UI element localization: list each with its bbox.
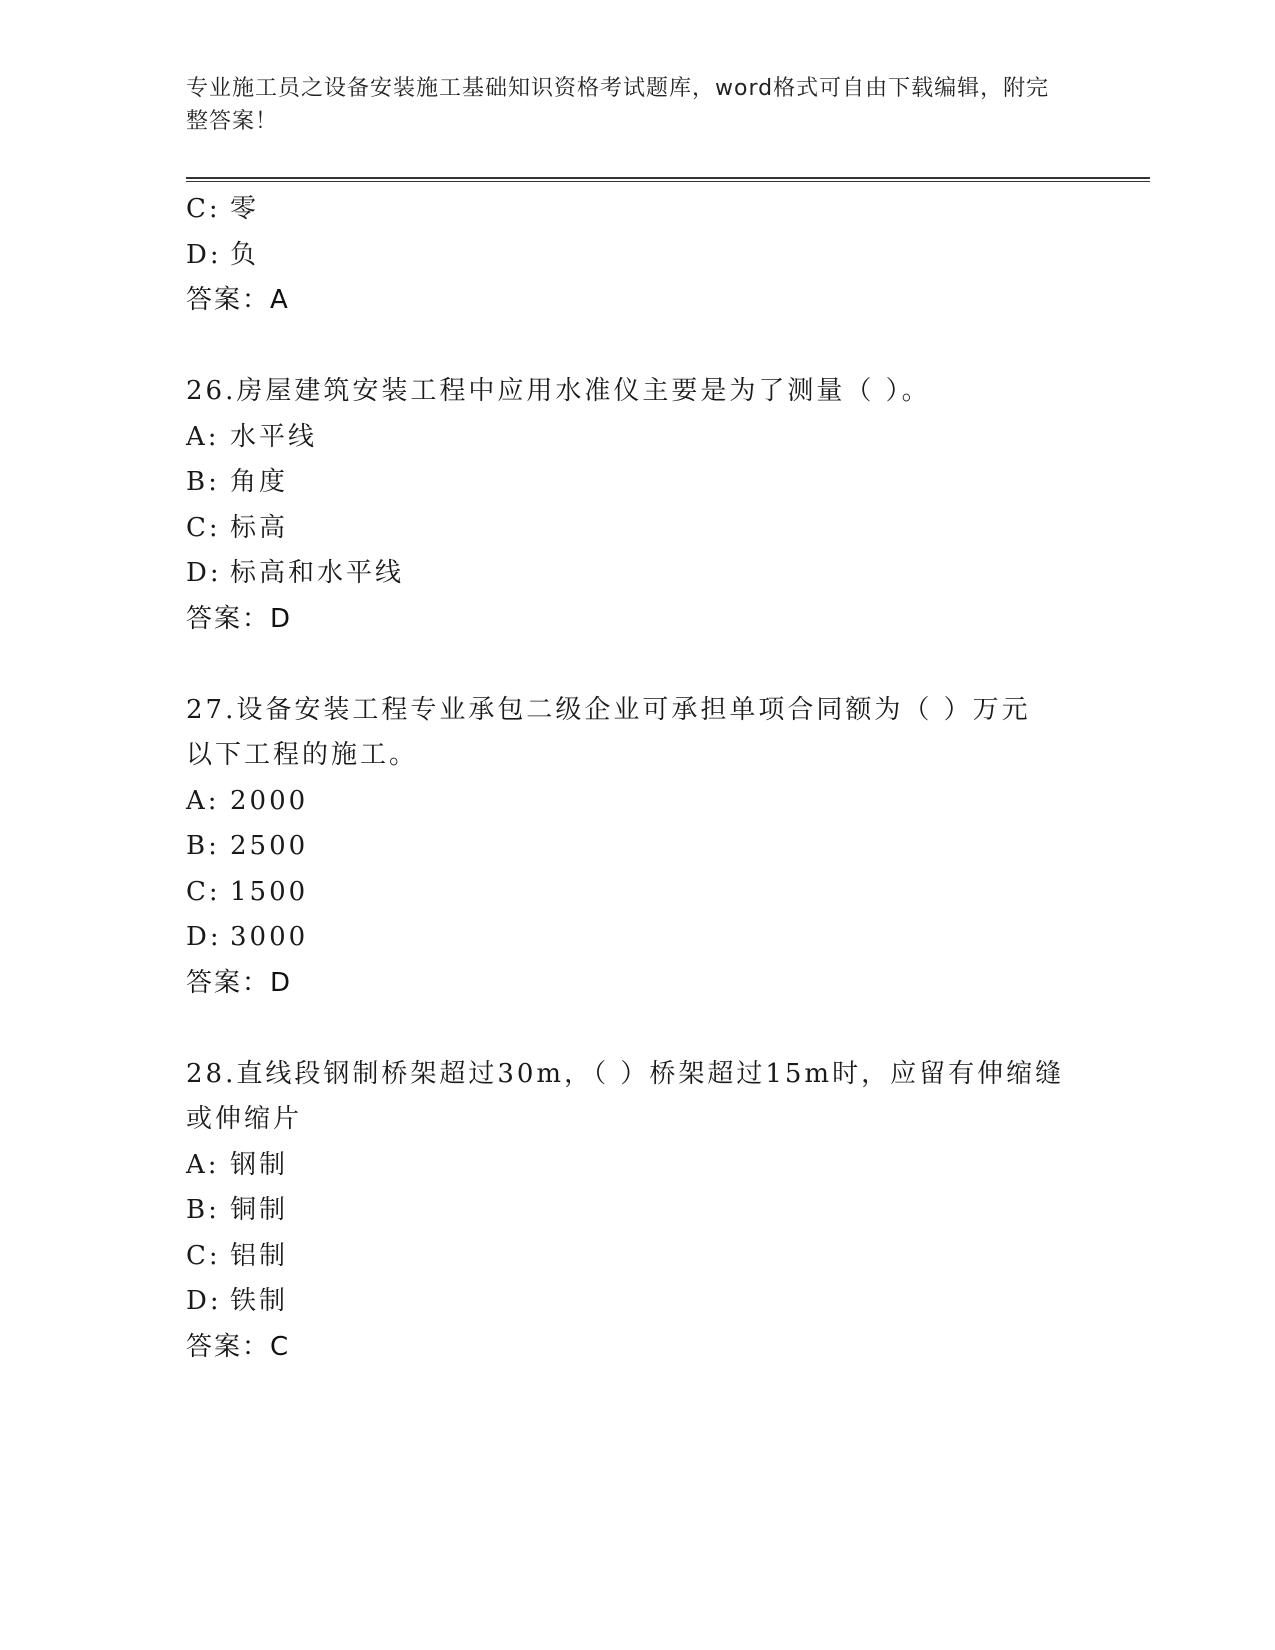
answer-line: 答案：C bbox=[186, 1331, 291, 1362]
option-letter: A: bbox=[186, 421, 220, 452]
spacer bbox=[186, 642, 1086, 688]
option-text: 1500 bbox=[230, 876, 309, 907]
option-letter: C: bbox=[186, 876, 221, 907]
option-letter: B: bbox=[186, 831, 220, 861]
option-text: 铜制 bbox=[230, 1195, 289, 1225]
option-a bbox=[186, 415, 1086, 461]
question-stem: 26.房屋建筑安装工程中应用水准仪主要是为了测量（ ）。 bbox=[186, 376, 931, 406]
option-text: 铝制 bbox=[230, 1240, 289, 1271]
question-stem: 27.设备安装工程专业承包二级企业可承担单项合同额为（ ）万元以下工程的施工。 bbox=[186, 694, 1031, 770]
option-d bbox=[186, 1279, 1086, 1325]
option-b bbox=[186, 824, 1086, 870]
option-text: 标高 bbox=[230, 512, 289, 543]
option-letter: D: bbox=[186, 922, 222, 952]
option-c bbox=[186, 1234, 1086, 1280]
option-c bbox=[186, 506, 1086, 552]
spacer bbox=[186, 324, 1086, 370]
option-text: 3000 bbox=[230, 922, 309, 952]
option-letter: A: bbox=[186, 785, 220, 816]
option-text: 2500 bbox=[230, 831, 309, 861]
option-d bbox=[186, 551, 1086, 597]
option-b bbox=[186, 1188, 1086, 1234]
prev-question-block bbox=[186, 187, 1086, 324]
option-letter: B: bbox=[186, 467, 220, 497]
option-letter: C: bbox=[186, 194, 221, 224]
option-letter: D: bbox=[186, 1286, 222, 1316]
option-a bbox=[186, 779, 1086, 825]
question-list bbox=[186, 187, 1086, 1370]
option-letter: B: bbox=[186, 1195, 220, 1225]
option-letter: C: bbox=[186, 1240, 221, 1271]
option-letter: D: bbox=[186, 558, 222, 588]
option-letter: A: bbox=[186, 1149, 220, 1180]
option-text: 负 bbox=[230, 239, 260, 270]
question-26 bbox=[186, 369, 1086, 642]
answer-line: 答案：A bbox=[186, 285, 290, 315]
question-stem: 28.直线段钢制桥架超过30m，（ ）桥架超过15m时，应留有伸缩缝或伸缩片 bbox=[186, 1058, 1065, 1134]
option-a bbox=[186, 1143, 1086, 1189]
question-28 bbox=[186, 1052, 1086, 1371]
option-text: 铁制 bbox=[230, 1286, 289, 1316]
option-text: 水平线 bbox=[230, 421, 318, 452]
option-text: 标高和水平线 bbox=[230, 558, 405, 588]
header-divider-thin bbox=[186, 181, 1150, 182]
question-27 bbox=[186, 688, 1086, 1007]
option-b bbox=[186, 460, 1086, 506]
spacer bbox=[186, 1006, 1086, 1052]
option-c bbox=[186, 187, 1086, 233]
option-d bbox=[186, 915, 1086, 961]
option-c bbox=[186, 870, 1086, 916]
header-divider bbox=[186, 177, 1150, 179]
answer-line: 答案：D bbox=[186, 967, 293, 998]
document-header: 专业施工员之设备安装施工基础知识资格考试题库，word格式可自由下载编辑，附完整答案！ bbox=[186, 76, 1050, 134]
option-letter: C: bbox=[186, 512, 221, 543]
option-text: 2000 bbox=[230, 785, 309, 816]
option-letter: D: bbox=[186, 239, 222, 270]
option-text: 零 bbox=[230, 194, 260, 224]
option-d bbox=[186, 233, 1086, 279]
option-text: 钢制 bbox=[230, 1149, 289, 1180]
answer-line: 答案：D bbox=[186, 603, 293, 634]
option-text: 角度 bbox=[230, 467, 289, 497]
